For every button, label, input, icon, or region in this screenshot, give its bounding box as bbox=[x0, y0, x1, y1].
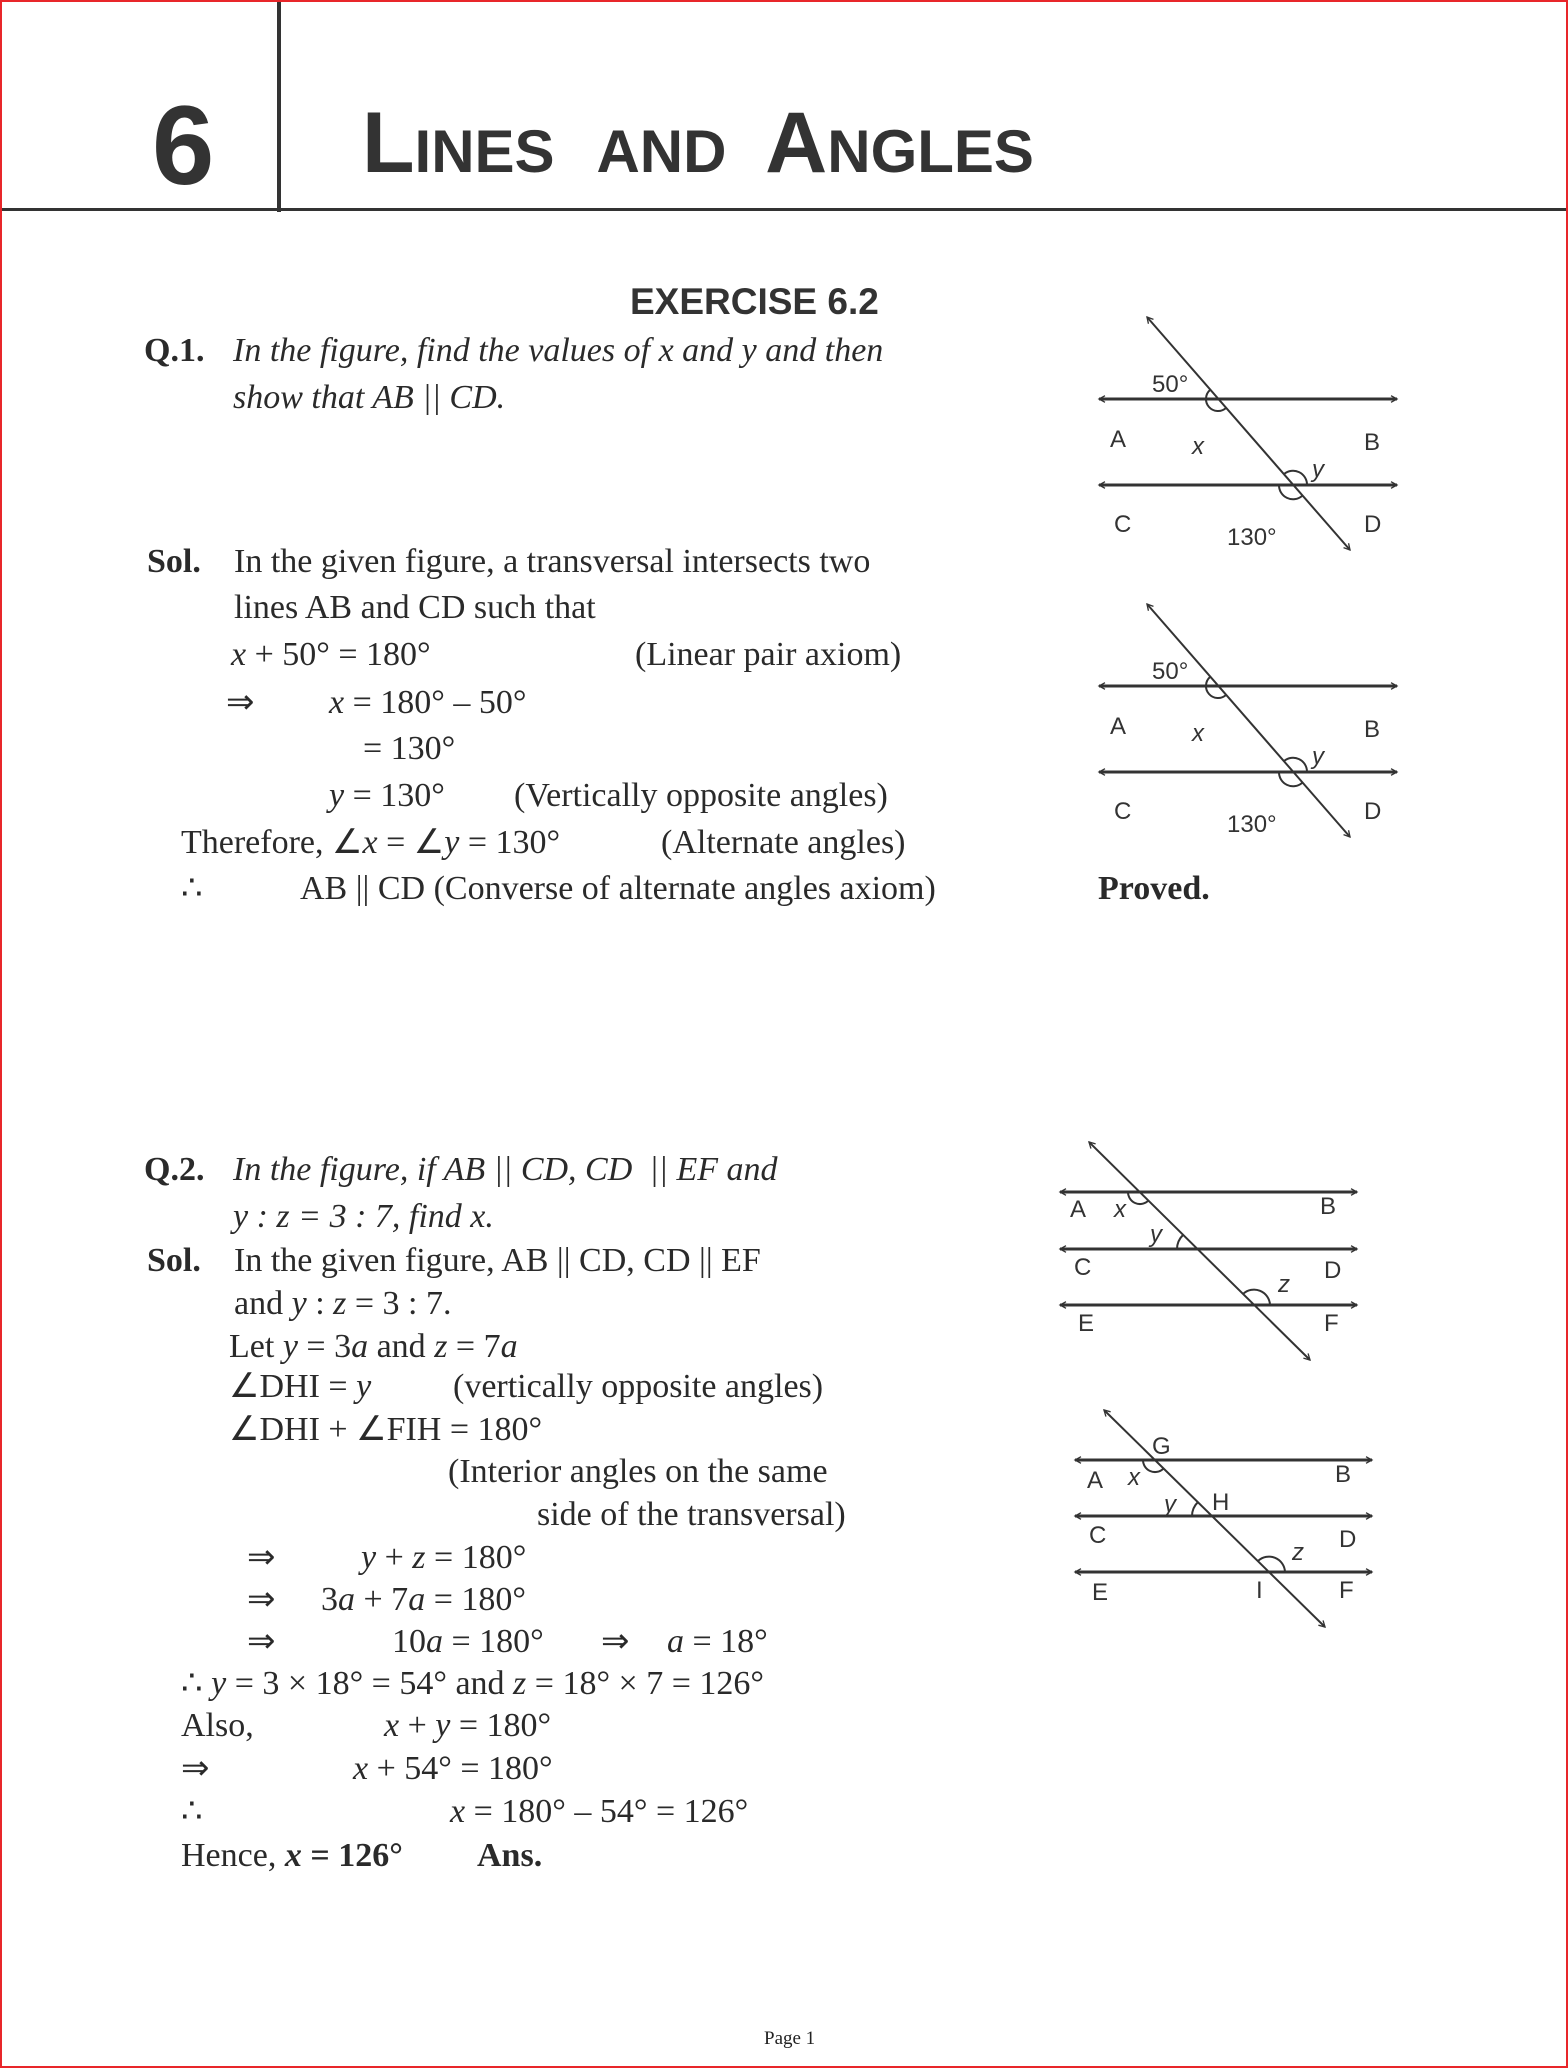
text-segment: + 7 bbox=[355, 1581, 409, 1618]
text-segment: = 130° bbox=[344, 777, 445, 814]
text-segment: ⇒ bbox=[226, 684, 255, 721]
math-variable: a bbox=[667, 1623, 684, 1660]
q1-label: Q.1. bbox=[144, 332, 205, 369]
text-segment: = 130° bbox=[363, 730, 456, 767]
math-variable: y : z = 3 : 7, find x. bbox=[233, 1198, 494, 1235]
text-segment: lines AB and CD such that bbox=[234, 589, 596, 626]
angle-label: y bbox=[1150, 1221, 1162, 1248]
text-segment: Therefore, ∠ bbox=[181, 824, 363, 861]
point-label: D bbox=[1339, 1526, 1357, 1553]
transversal bbox=[1104, 1410, 1325, 1627]
math-variable: x bbox=[353, 1750, 369, 1787]
angle-label: 130° bbox=[1227, 811, 1277, 838]
text-segment: = 18° × 7 = 126° bbox=[526, 1665, 764, 1702]
point-label: F bbox=[1324, 1310, 1339, 1337]
text-segment: ∠DHI + ∠FIH = 180° bbox=[229, 1411, 543, 1448]
text-segment: side of the transversal) bbox=[537, 1496, 846, 1533]
text-segment: 3 bbox=[321, 1581, 338, 1618]
q1-sol-label: Sol. bbox=[147, 543, 201, 580]
point-label: E bbox=[1092, 1579, 1109, 1606]
math-variable: y bbox=[211, 1665, 227, 1702]
text-segment: (Linear pair axiom) bbox=[635, 636, 902, 673]
text-segment: = 7 bbox=[447, 1328, 501, 1365]
text-segment: + 54° = 180° bbox=[368, 1750, 553, 1787]
angle-label: 130° bbox=[1227, 524, 1277, 551]
math-variable: x bbox=[284, 1837, 302, 1874]
text-segment: = 180° bbox=[425, 1581, 526, 1618]
point-label: A bbox=[1110, 426, 1127, 453]
angle-label: z bbox=[1278, 1271, 1290, 1298]
point-label: C bbox=[1114, 511, 1132, 538]
point-label: B bbox=[1320, 1193, 1337, 1220]
angle-arc bbox=[1206, 677, 1226, 698]
q1-figure-copy bbox=[1099, 604, 1397, 838]
text-segment: = 180° – 54° = 126° bbox=[465, 1793, 749, 1830]
text-segment: = 3 × 18° = 54° and bbox=[226, 1665, 514, 1702]
math-variable: z bbox=[434, 1328, 448, 1365]
math-variable: and then bbox=[756, 332, 884, 369]
point-label: A bbox=[1070, 1196, 1087, 1223]
math-variable: x bbox=[384, 1707, 400, 1744]
text-segment: ⇒ bbox=[247, 1539, 276, 1576]
exercise-heading: EXERCISE 6.2 bbox=[630, 281, 879, 322]
math-variable: z bbox=[333, 1285, 347, 1322]
math-variable: z bbox=[513, 1665, 527, 1702]
math-variable: a bbox=[426, 1623, 443, 1660]
text-segment: (vertically opposite angles) bbox=[453, 1368, 824, 1405]
text-segment: Proved. bbox=[1098, 870, 1210, 907]
text-segment: Also, bbox=[181, 1707, 254, 1744]
math-variable: a bbox=[500, 1328, 518, 1365]
text-segment: ∴ bbox=[181, 870, 203, 907]
chapter-title: Lines and Angles bbox=[362, 95, 1034, 191]
math-variable: y bbox=[356, 1368, 372, 1405]
page-number: Page 1 bbox=[764, 2028, 816, 2049]
text-segment: = 3 : 7. bbox=[346, 1285, 452, 1322]
point-label: C bbox=[1074, 1254, 1092, 1281]
point-label: D bbox=[1324, 1257, 1342, 1284]
math-variable: y bbox=[329, 777, 345, 814]
math-variable: x bbox=[231, 636, 247, 673]
transversal bbox=[1147, 317, 1350, 550]
angle-label: 50° bbox=[1152, 371, 1189, 398]
point-label: C bbox=[1114, 798, 1132, 825]
math-variable: x bbox=[329, 684, 345, 721]
text-segment: = 126° bbox=[301, 1837, 403, 1874]
q2-sol-label: Sol. bbox=[147, 1242, 201, 1279]
text-segment: and bbox=[368, 1328, 435, 1365]
text-segment: ∴ bbox=[181, 1665, 212, 1702]
text-segment: ∠DHI = bbox=[229, 1368, 357, 1405]
angle-label: x bbox=[1192, 720, 1204, 747]
text-segment: = 180° – 50° bbox=[344, 684, 527, 721]
q2-solution-figure bbox=[1075, 1410, 1372, 1627]
text-segment: = 180° bbox=[443, 1623, 544, 1660]
math-variable: y bbox=[291, 1285, 307, 1322]
text-segment: + bbox=[399, 1707, 436, 1744]
q2-figure bbox=[1060, 1142, 1357, 1360]
text-segment: and bbox=[234, 1285, 292, 1322]
q1-figure bbox=[1099, 317, 1397, 551]
math-variable: x bbox=[658, 332, 674, 369]
chapter-number: 6 bbox=[152, 83, 215, 208]
text-segment: ⇒ bbox=[247, 1623, 276, 1660]
text-segment: Let bbox=[229, 1328, 283, 1365]
angle-label: y bbox=[1312, 743, 1324, 770]
math-variable: x bbox=[450, 1793, 466, 1830]
math-variable: a bbox=[338, 1581, 355, 1618]
angle-arc bbox=[1192, 1502, 1198, 1516]
point-label: I bbox=[1256, 1577, 1263, 1604]
angle-arc bbox=[1206, 390, 1226, 411]
text-segment: : bbox=[306, 1285, 334, 1322]
point-label: A bbox=[1087, 1467, 1104, 1494]
math-variable: y bbox=[444, 824, 460, 861]
text-segment: + bbox=[376, 1539, 413, 1576]
text-segment: ⇒ bbox=[247, 1581, 276, 1618]
math-variable: y bbox=[361, 1539, 377, 1576]
transversal bbox=[1147, 604, 1350, 837]
point-label: D bbox=[1364, 798, 1382, 825]
math-variable: and bbox=[673, 332, 742, 369]
text-segment: In the given figure, a transversal intersects two bbox=[234, 543, 871, 580]
text-segment: 10 bbox=[392, 1623, 426, 1660]
point-label: D bbox=[1364, 511, 1382, 538]
text-segment: AB || CD (Converse of alternate angles axiom) bbox=[300, 870, 936, 907]
math-variable: In the figure, if AB || CD, CD || EF and bbox=[233, 1151, 778, 1188]
text-segment: ⇒ bbox=[181, 1750, 210, 1787]
text-segment: = 18° bbox=[684, 1623, 768, 1660]
text-segment: = 180° bbox=[450, 1707, 552, 1744]
text-segment: Ans. bbox=[477, 1837, 543, 1874]
text-segment: (Alternate angles) bbox=[661, 824, 906, 861]
text-segment: (Interior angles on the same bbox=[448, 1453, 828, 1490]
math-variable: a bbox=[351, 1328, 369, 1365]
angle-label: x bbox=[1192, 433, 1204, 460]
angle-label: x bbox=[1114, 1196, 1126, 1223]
math-variable: z bbox=[412, 1539, 426, 1576]
text-segment: In the given figure, AB || CD, CD || EF bbox=[234, 1242, 761, 1279]
math-variable: x bbox=[362, 824, 378, 861]
text-segment: + 50° = 180° bbox=[246, 636, 431, 673]
text-segment: = 180° bbox=[425, 1539, 527, 1576]
angle-label: y bbox=[1312, 456, 1324, 483]
figures-layer bbox=[2, 2, 1566, 2066]
text-segment: Hence, bbox=[181, 1837, 285, 1874]
math-variable: a bbox=[408, 1581, 426, 1618]
text-segment: = ∠ bbox=[377, 824, 445, 861]
math-variable: In the figure, find the values of bbox=[233, 332, 659, 369]
math-variable: show that AB || CD. bbox=[233, 379, 506, 416]
point-label: B bbox=[1364, 716, 1381, 743]
q2-label: Q.2. bbox=[144, 1151, 205, 1188]
point-label: F bbox=[1339, 1577, 1354, 1604]
text-segment: ∴ bbox=[181, 1793, 203, 1830]
point-label: E bbox=[1078, 1310, 1095, 1337]
point-label: H bbox=[1212, 1489, 1230, 1516]
angle-label: y bbox=[1164, 1491, 1176, 1518]
math-variable: y bbox=[435, 1707, 451, 1744]
point-label: G bbox=[1152, 1433, 1171, 1460]
angle-label: z bbox=[1292, 1539, 1304, 1566]
math-variable: y bbox=[741, 332, 757, 369]
text-segment: = 130° bbox=[459, 824, 561, 861]
text-segment: = 3 bbox=[297, 1328, 352, 1365]
point-label: B bbox=[1335, 1461, 1352, 1488]
math-variable: y bbox=[282, 1328, 298, 1365]
angle-label: 50° bbox=[1152, 658, 1189, 685]
text-segment: ⇒ bbox=[601, 1623, 630, 1660]
text-segment: (Vertically opposite angles) bbox=[514, 777, 888, 814]
point-label: B bbox=[1364, 429, 1381, 456]
point-label: A bbox=[1110, 713, 1127, 740]
transversal bbox=[1089, 1142, 1310, 1360]
point-label: C bbox=[1089, 1522, 1107, 1549]
angle-label: x bbox=[1128, 1464, 1140, 1491]
angle-arc bbox=[1177, 1235, 1183, 1249]
